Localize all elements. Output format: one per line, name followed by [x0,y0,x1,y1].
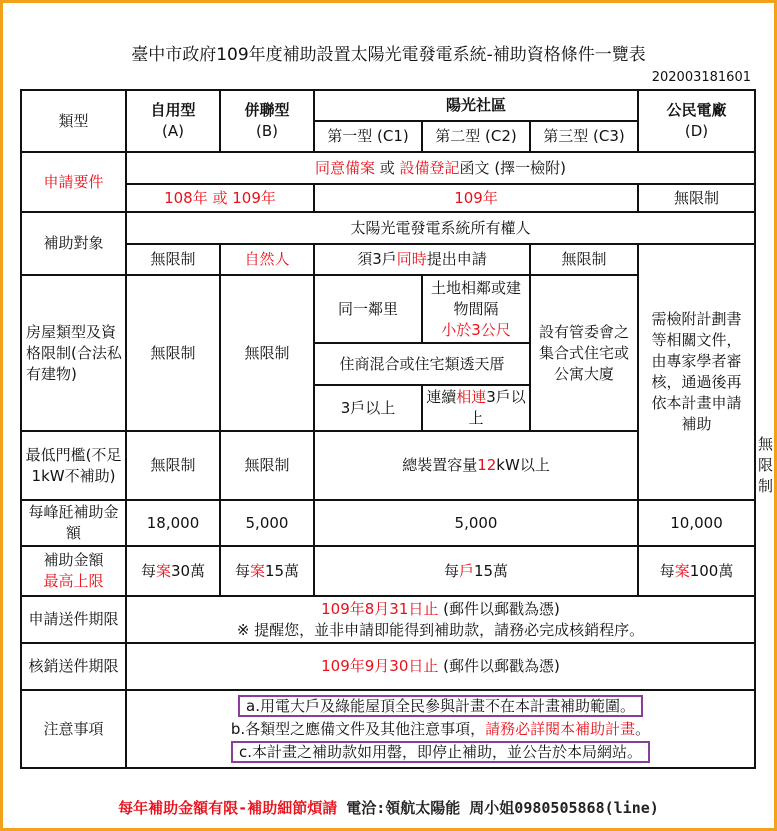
header-grid-tie [220,90,314,152]
cap-b-red: 案 [249,561,265,580]
target-b: 自然人 [220,244,314,275]
requirement-year-d: 無限制 [638,184,755,212]
housing-c1-top: 同一鄰里 [314,275,422,343]
requirement-text [126,152,755,184]
housing-c2-bot-1: 連續 [426,388,457,406]
requirement-year-ab: 108年 或 109年 [126,184,314,212]
cap-c-2: 15萬 [473,561,509,580]
header-grid-tie-label: 併聯型 [244,101,290,119]
note-b-red: 請務必詳閱本補助計畫 [485,719,636,738]
deadline-content [126,596,755,643]
header-c2: 第二型 (C2) [422,121,530,152]
housing-c2-bot-red: 相連 [456,388,487,406]
cap-d [638,546,755,596]
requirement-text-rest: 函文 (擇一檢附) [459,158,567,177]
threshold-c-post: kW以上 [496,456,550,474]
housing-label: 房屋類型及資格限制(合法私有建物) [21,275,126,431]
header-grid-tie-code: (B) [256,122,278,140]
note-c: c.本計畫之補助款如用罄，即停止補助，並公告於本局網站。 [231,741,650,763]
header-type: 類型 [21,90,126,152]
threshold-c-red: 12 [477,456,497,474]
cap-d-1: 每 [659,561,675,580]
requirement-label: 申請要件 [21,152,126,212]
target-owner: 太陽光電發電系統所有權人 [126,212,755,244]
deadline-label: 申請送件期限 [21,596,126,643]
header-public-plant [638,90,755,152]
target-c [314,244,530,275]
cap-c [314,546,638,596]
per-kw-d: 10,000 [638,500,755,546]
requirement-text-a: 同意備案 [314,158,375,177]
cap-b-1: 每 [234,561,250,580]
footer-contact [0,797,777,818]
housing-c12-mid: 住商混合或住宅類透天厝 [314,343,530,385]
deadline-date: 109年8月31日止 [321,599,439,618]
header-c3: 第三型 (C3) [530,121,638,152]
requirement-text-b: 設備登記 [399,158,460,177]
header-self-use [126,90,220,152]
threshold-a: 無限制 [126,431,220,500]
notes-label: 注意事項 [21,690,126,768]
cap-a [126,546,220,596]
cap-c-red: 戶 [458,561,474,580]
note-b-1: b.各類型之應備文件及其他注意事項， [230,719,486,738]
header-public-plant-label: 公民電廠 [666,101,727,119]
per-kw-c: 5,000 [314,500,638,546]
cap-b [220,546,314,596]
target-c-post: 提出申請 [426,250,487,268]
housing-c3: 設有管委會之集合式住宅或公寓大廈 [530,275,638,431]
note-b [129,718,752,741]
housing-c2-bot-2: 3戶以上 [468,388,526,427]
eligibility-table: 類型 自用型 (A) 併聯型 (B) 陽光社區 公民電廠 (D) 第一型 (C1) 第二型 (C2) 第三型 (C3) 申請要件 同意備案 或 設備登記函文 (擇一檢附) 108年 或 109年 109年 無限制 補助對象 太陽光電發電系統所有權人 無限制 自然人 須3戶同時提出申請 無限制 需檢附計劃書等相關文件，由專家學者審核，通過後再依本計畫申請補助 房屋類型及資格限制(合法私有建物) 無限制 無限制 同一鄰里 土地相鄰或建物間隔 小於3公尺 設有管委會之集合式住宅或公寓大廈 住商混合或住宅類透天厝 3戶以上 連續相連3戶以上 最低門檻(不足1kW不補助) 無限制 無限制 總裝置容量12kW以上 無限制 每峰瓩補助金額 18,000 5,000 5,000 10,000 補助金額 最高上限 每案30萬 每案15萬 每戶15萬 每案100萬 申請送件期限 109年8月31日止 (郵件以郵戳為憑) ※ 提醒您，並非申請即能得到補助款，請務必完成核銷程序。 核銷送件期限 109年9月30日止 (郵件以郵戳為憑) 注意事項 a.用電大戶及綠能屋頂全民參與計畫不在本計畫補助範圍。 b.各類型之應備文件及其他注意事項，請務必詳閱本補助計畫。 c.本計畫之補助款如用罄，即停止補助，並公告於本局網站。 [20,89,756,769]
cap-label [21,546,126,596]
per-kw-b: 5,000 [220,500,314,546]
write-off-date-note: (郵件以郵戳為憑) [438,657,560,675]
cap-d-red: 案 [674,561,690,580]
cap-c-1: 每 [443,561,459,580]
per-kw-a: 18,000 [126,500,220,546]
write-off-date: 109年9月30日止 [321,657,439,675]
housing-c2-bot [422,385,530,431]
threshold-b: 無限制 [220,431,314,500]
deadline-reminder: ※ 提醒您，並非申請即能得到補助款，請務必完成核銷程序。 [236,620,645,639]
housing-a: 無限制 [126,275,220,431]
threshold-c [314,431,638,500]
header-self-use-label: 自用型 [150,101,196,119]
document-number: 202003181601 [651,70,751,85]
note-a: a.用電大戶及綠能屋頂全民參與計畫不在本計畫補助範圍。 [238,695,643,717]
cap-b-2: 15萬 [264,561,300,580]
target-c-pre: 須3戶 [357,250,397,268]
housing-c2-top-text: 土地相鄰或建物間隔 [430,278,521,318]
write-off-label: 核銷送件期限 [21,643,126,690]
housing-c2-top-red: 小於3公尺 [441,320,511,339]
target-a: 無限制 [126,244,220,275]
housing-b: 無限制 [220,275,314,431]
notes-content [126,690,755,768]
page-title: 臺中市政府109年度補助設置太陽光電發電系統-補助資格條件一覽表 [131,45,646,65]
header-community: 陽光社區 [314,90,638,121]
header-self-use-code: (A) [162,122,184,140]
target-c3: 無限制 [530,244,638,275]
housing-c1-bot: 3戶以上 [314,385,422,431]
header-c1: 第一型 (C1) [314,121,422,152]
footer-red-text: 每年補助金額有限-補助細節煩請 [118,799,338,817]
cap-a-2: 30萬 [170,561,206,580]
per-kw-label: 每峰瓩補助金額 [21,500,126,546]
deadline-date-note: (郵件以郵戳為憑) [438,599,560,618]
cap-a-1: 每 [140,561,156,580]
note-b-2: 。 [635,719,651,738]
cap-d-2: 100萬 [689,561,734,580]
target-d: 需檢附計劃書等相關文件，由專家學者審核，通過後再依本計畫申請補助 [638,244,755,500]
target-label: 補助對象 [21,212,126,275]
housing-c2-top [422,275,530,343]
cap-label-red: 最高上限 [43,572,104,590]
target-c-red: 同時 [396,250,427,268]
requirement-text-or: 或 [374,158,400,177]
threshold-c-pre: 總裝置容量 [402,456,478,474]
cap-label-1: 補助金額 [43,551,104,569]
threshold-label: 最低門檻(不足1kW不補助) [21,431,126,500]
write-off-content [126,643,755,690]
requirement-year-c: 109年 [314,184,638,212]
cap-a-red: 案 [155,561,171,580]
header-public-plant-code: (D) [684,122,709,140]
footer-contact-text: 電洽:領航太陽能 周小姐0980505868(line) [337,799,659,817]
